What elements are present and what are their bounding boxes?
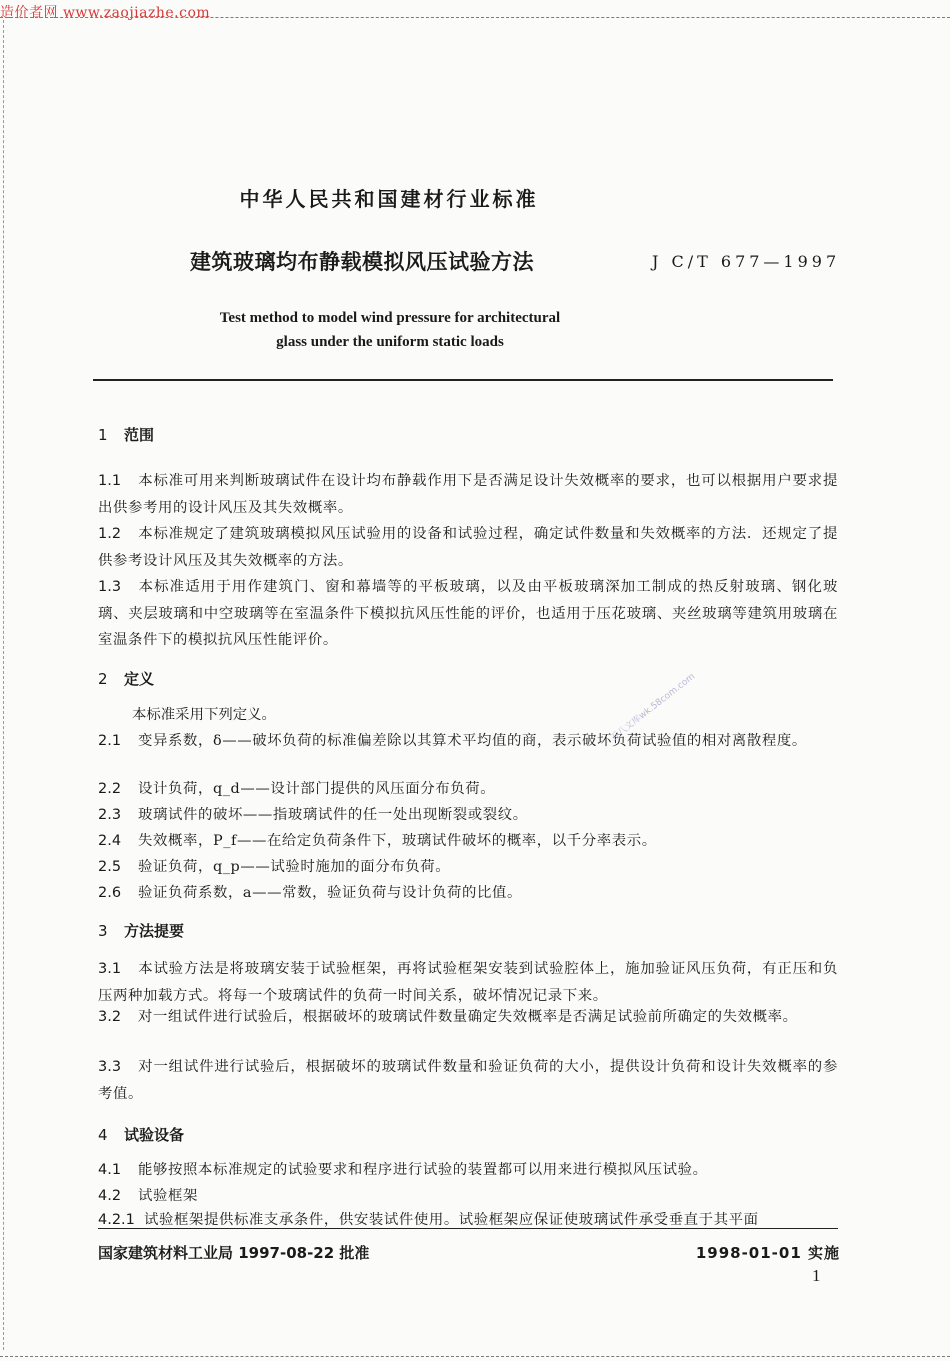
page-number: 1 [812,1266,821,1285]
section-number: 3 [98,922,108,940]
clause-text: 对一组试件进行试验后，根据破坏的玻璃试件数量确定失效概率是否满足试验前所确定的失效概率。 [138,1009,798,1025]
document-title: 建筑玻璃均布静载模拟风压试验方法 [190,250,534,274]
clause-text: 失效概率，P_f——在给定负荷条件下，玻璃试件破坏的概率，以千分率表示。 [138,833,657,849]
standard-code: J C/T 677—1997 [652,252,841,271]
clause-text: 对一组试件进行试验后，根据破坏的玻璃试件数量和验证负荷的大小，提供设计负荷和设计失效概率的参考值。 [98,1059,838,1102]
clause-number: 3.3 [98,1059,122,1075]
title-divider [93,379,833,381]
clause [98,521,838,574]
section-title: 试验设备 [124,1126,185,1144]
clause-text: 本标准可用来判断玻璃试件在设计均布静载作用下是否满足设计失效概率的要求，也可以根据用户要求提出供参考用的设计风压及其失效概率。 [98,473,838,516]
clause-text: 变异系数，δ——破坏负荷的标准偏差除以其算术平均值的商，表示破坏负荷试验值的相对离散程度。 [138,733,807,749]
clause-text: 本试验方法是将玻璃安装于试验框架，再将试验框架安装到试验腔体上，施加验证风压负荷，有正压和负压两种加载方式。将每一个玻璃试件的负荷一时间关系，破坏情况记录下来。 [98,961,838,1004]
clause [98,468,838,521]
page-bottom-rule [98,1228,838,1229]
section-heading [98,668,154,689]
faint-watermark: 五八文库wk.58com.com [608,671,698,744]
clause-text: 本标准规定了建筑玻璃模拟风压试验用的设备和试验过程，确定试件数量和失效概率的方法．还规定了提供参考设计风压及其失效概率的方法。 [98,526,838,569]
clause [98,854,838,881]
clause-number: 2.2 [98,781,122,797]
clause [98,828,838,855]
scan-border-top [0,17,950,18]
clause-text: 能够按照本标准规定的试验要求和程序进行试验的装置都可以用来进行模拟风压试验。 [138,1162,708,1178]
clause [98,880,838,907]
clause [98,574,838,654]
clause-text: 试验框架提供标准支承条件，供安装试件使用。试验框架应保证使玻璃试件承受垂直于其平面 [144,1212,759,1227]
section-number: 2 [98,670,108,688]
english-title [160,306,620,354]
clause-text: 本标准适用于用作建筑门、窗和幕墙等的平板玻璃，以及由平板玻璃深加工制成的热反射玻璃、钢化玻璃、夹层玻璃和中空玻璃等在室温条件下模拟抗风压性能的评价，也适用于压花玻璃、夹丝玻璃等建筑用玻璃在室温条件下的模拟抗风压性能评价。 [98,579,838,648]
clause-number: 4.2.1 [98,1212,135,1227]
clause [98,956,838,1009]
clause-number: 2.3 [98,807,122,823]
section-number: 4 [98,1126,108,1144]
section-heading [98,424,154,445]
clause-number: 2.5 [98,859,122,875]
effective-date: 1998-01-01 实施 [695,1244,840,1262]
clause [98,1157,838,1184]
clause [98,728,838,755]
clause-text: 验证负荷系数，a——常数，验证负荷与设计负荷的比值。 [138,885,522,901]
clause-number: 1.1 [98,473,122,489]
section-heading [98,920,184,941]
clause [98,1207,838,1227]
scan-border-left [3,20,4,1350]
scan-border-bottom [0,1356,950,1357]
clause-number: 3.1 [98,961,122,977]
definitions-intro: 本标准采用下列定义。 [132,707,276,723]
clause [98,1183,838,1210]
clause-number: 4.1 [98,1162,122,1178]
clause-number: 1.3 [98,579,122,595]
clause-number: 2.1 [98,733,122,749]
section-title: 方法提要 [124,922,185,940]
clause-text: 试验框架 [138,1188,198,1204]
clause [98,1054,838,1107]
clause-number: 2.4 [98,833,122,849]
clause-number: 2.6 [98,885,122,901]
clause [98,802,838,829]
clause-number: 3.2 [98,1009,122,1025]
clause-number: 1.2 [98,526,122,542]
clause-text: 验证负荷，q_p——试验时施加的面分布负荷。 [138,859,451,875]
clause-text: 玻璃试件的破坏——指玻璃试件的任一处出现断裂或裂纹。 [138,807,528,823]
clause-text: 设计负荷，q_d——设计部门提供的风压面分布负荷。 [138,781,496,797]
site-watermark: 造价者网 www.zaojiazhe.com [0,5,211,21]
clause [98,1004,838,1031]
english-title-line2: glass under the uniform static loads [276,334,504,350]
section-title: 定义 [124,670,155,688]
clause [98,776,838,803]
english-title-line1: Test method to model wind pressure for architectural [219,310,561,326]
standard-category: 中华人民共和国建材行业标准 [239,187,539,211]
approval-line: 国家建筑材料工业局 1997-08-22 批准 [98,1244,370,1262]
clause-number: 4.2 [98,1188,122,1204]
section-title: 范围 [124,426,155,444]
section-number: 1 [98,426,108,444]
section-heading [98,1124,184,1145]
